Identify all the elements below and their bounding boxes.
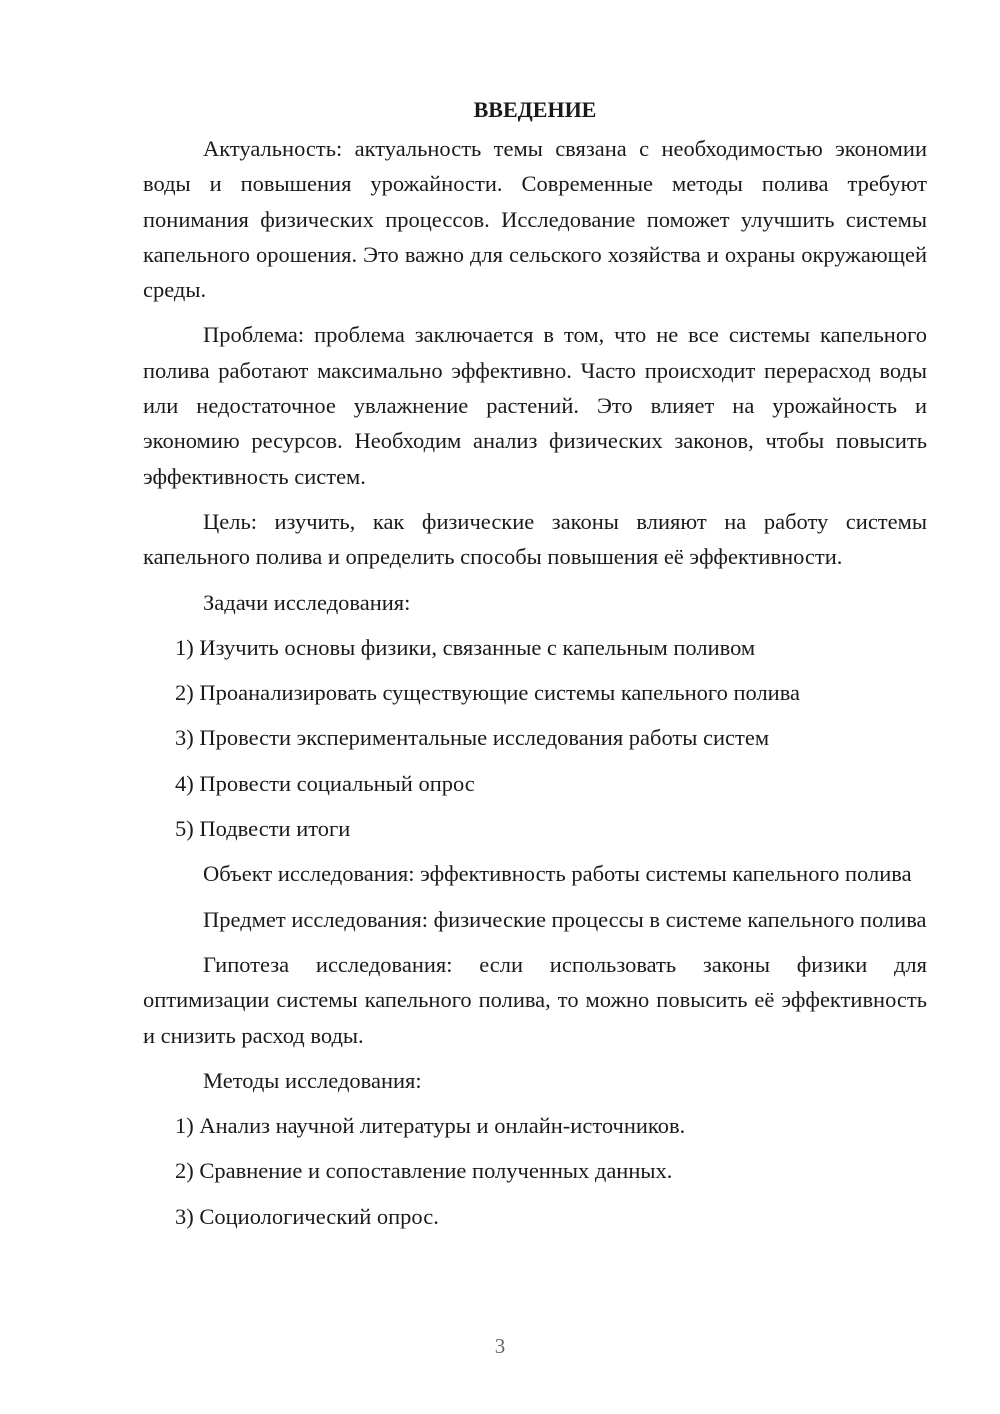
list-item: 2) Проанализировать существующие системы капельного полива — [175, 680, 801, 706]
page-number: 3 — [494, 1334, 506, 1358]
paragraph-subject: Предмет исследования: физические процессы в системе капельного полива — [203, 906, 927, 932]
list-item: 3) Провести экспериментальные исследования работы систем — [175, 725, 770, 751]
paragraph-hypothesis: Гипотеза исследования: если использовать законы физики для оптимизации системы капельного полива, то можно повысить её эффективность и снизить расход воды. — [143, 951, 927, 1048]
paragraph-goal: Цель: изучить, как физические законы влияют на работу системы капельного полива и определить способы повышения её эффективности. — [143, 508, 927, 570]
methods-label: Методы исследования: — [203, 1067, 422, 1093]
tasks-list — [143, 630, 927, 846]
page-title: ВВЕДЕНИЕ — [473, 97, 597, 122]
tasks-label: Задачи исследования: — [203, 589, 411, 615]
methods-list — [143, 1108, 927, 1234]
paragraph-relevance: Актуальность: актуальность темы связана с необходимостью экономии воды и повышения урожайности. Современные методы полива требуют понимания физических процессов. Исследование поможет улучшить системы капельного орошения. Это важно для сельского хозяйства и охраны окружающей среды. — [143, 136, 927, 303]
paragraph-problem: Проблема: проблема заключается в том, что не все системы капельного полива работают максимально эффективно. Часто происходит перерасход воды или недостаточное увлажнение растений. Это влияет на урожайность и экономию ресурсов. Необходим анализ физических законов, чтобы повысить эффективность систем. — [143, 322, 927, 489]
list-item: 1) Изучить основы физики, связанные с капельным поливом — [175, 634, 756, 660]
list-item: 1) Анализ научной литературы и онлайн-источников. — [175, 1113, 686, 1139]
document-page — [143, 92, 927, 1244]
list-item: 3) Социологический опрос. — [175, 1203, 439, 1229]
paragraph-object: Объект исследования: эффективность работы системы капельного полива — [203, 861, 912, 887]
list-item: 4) Провести социальный опрос — [175, 770, 475, 796]
list-item: 5) Подвести итоги — [175, 816, 351, 842]
list-item: 2) Сравнение и сопоставление полученных данных. — [175, 1158, 673, 1184]
